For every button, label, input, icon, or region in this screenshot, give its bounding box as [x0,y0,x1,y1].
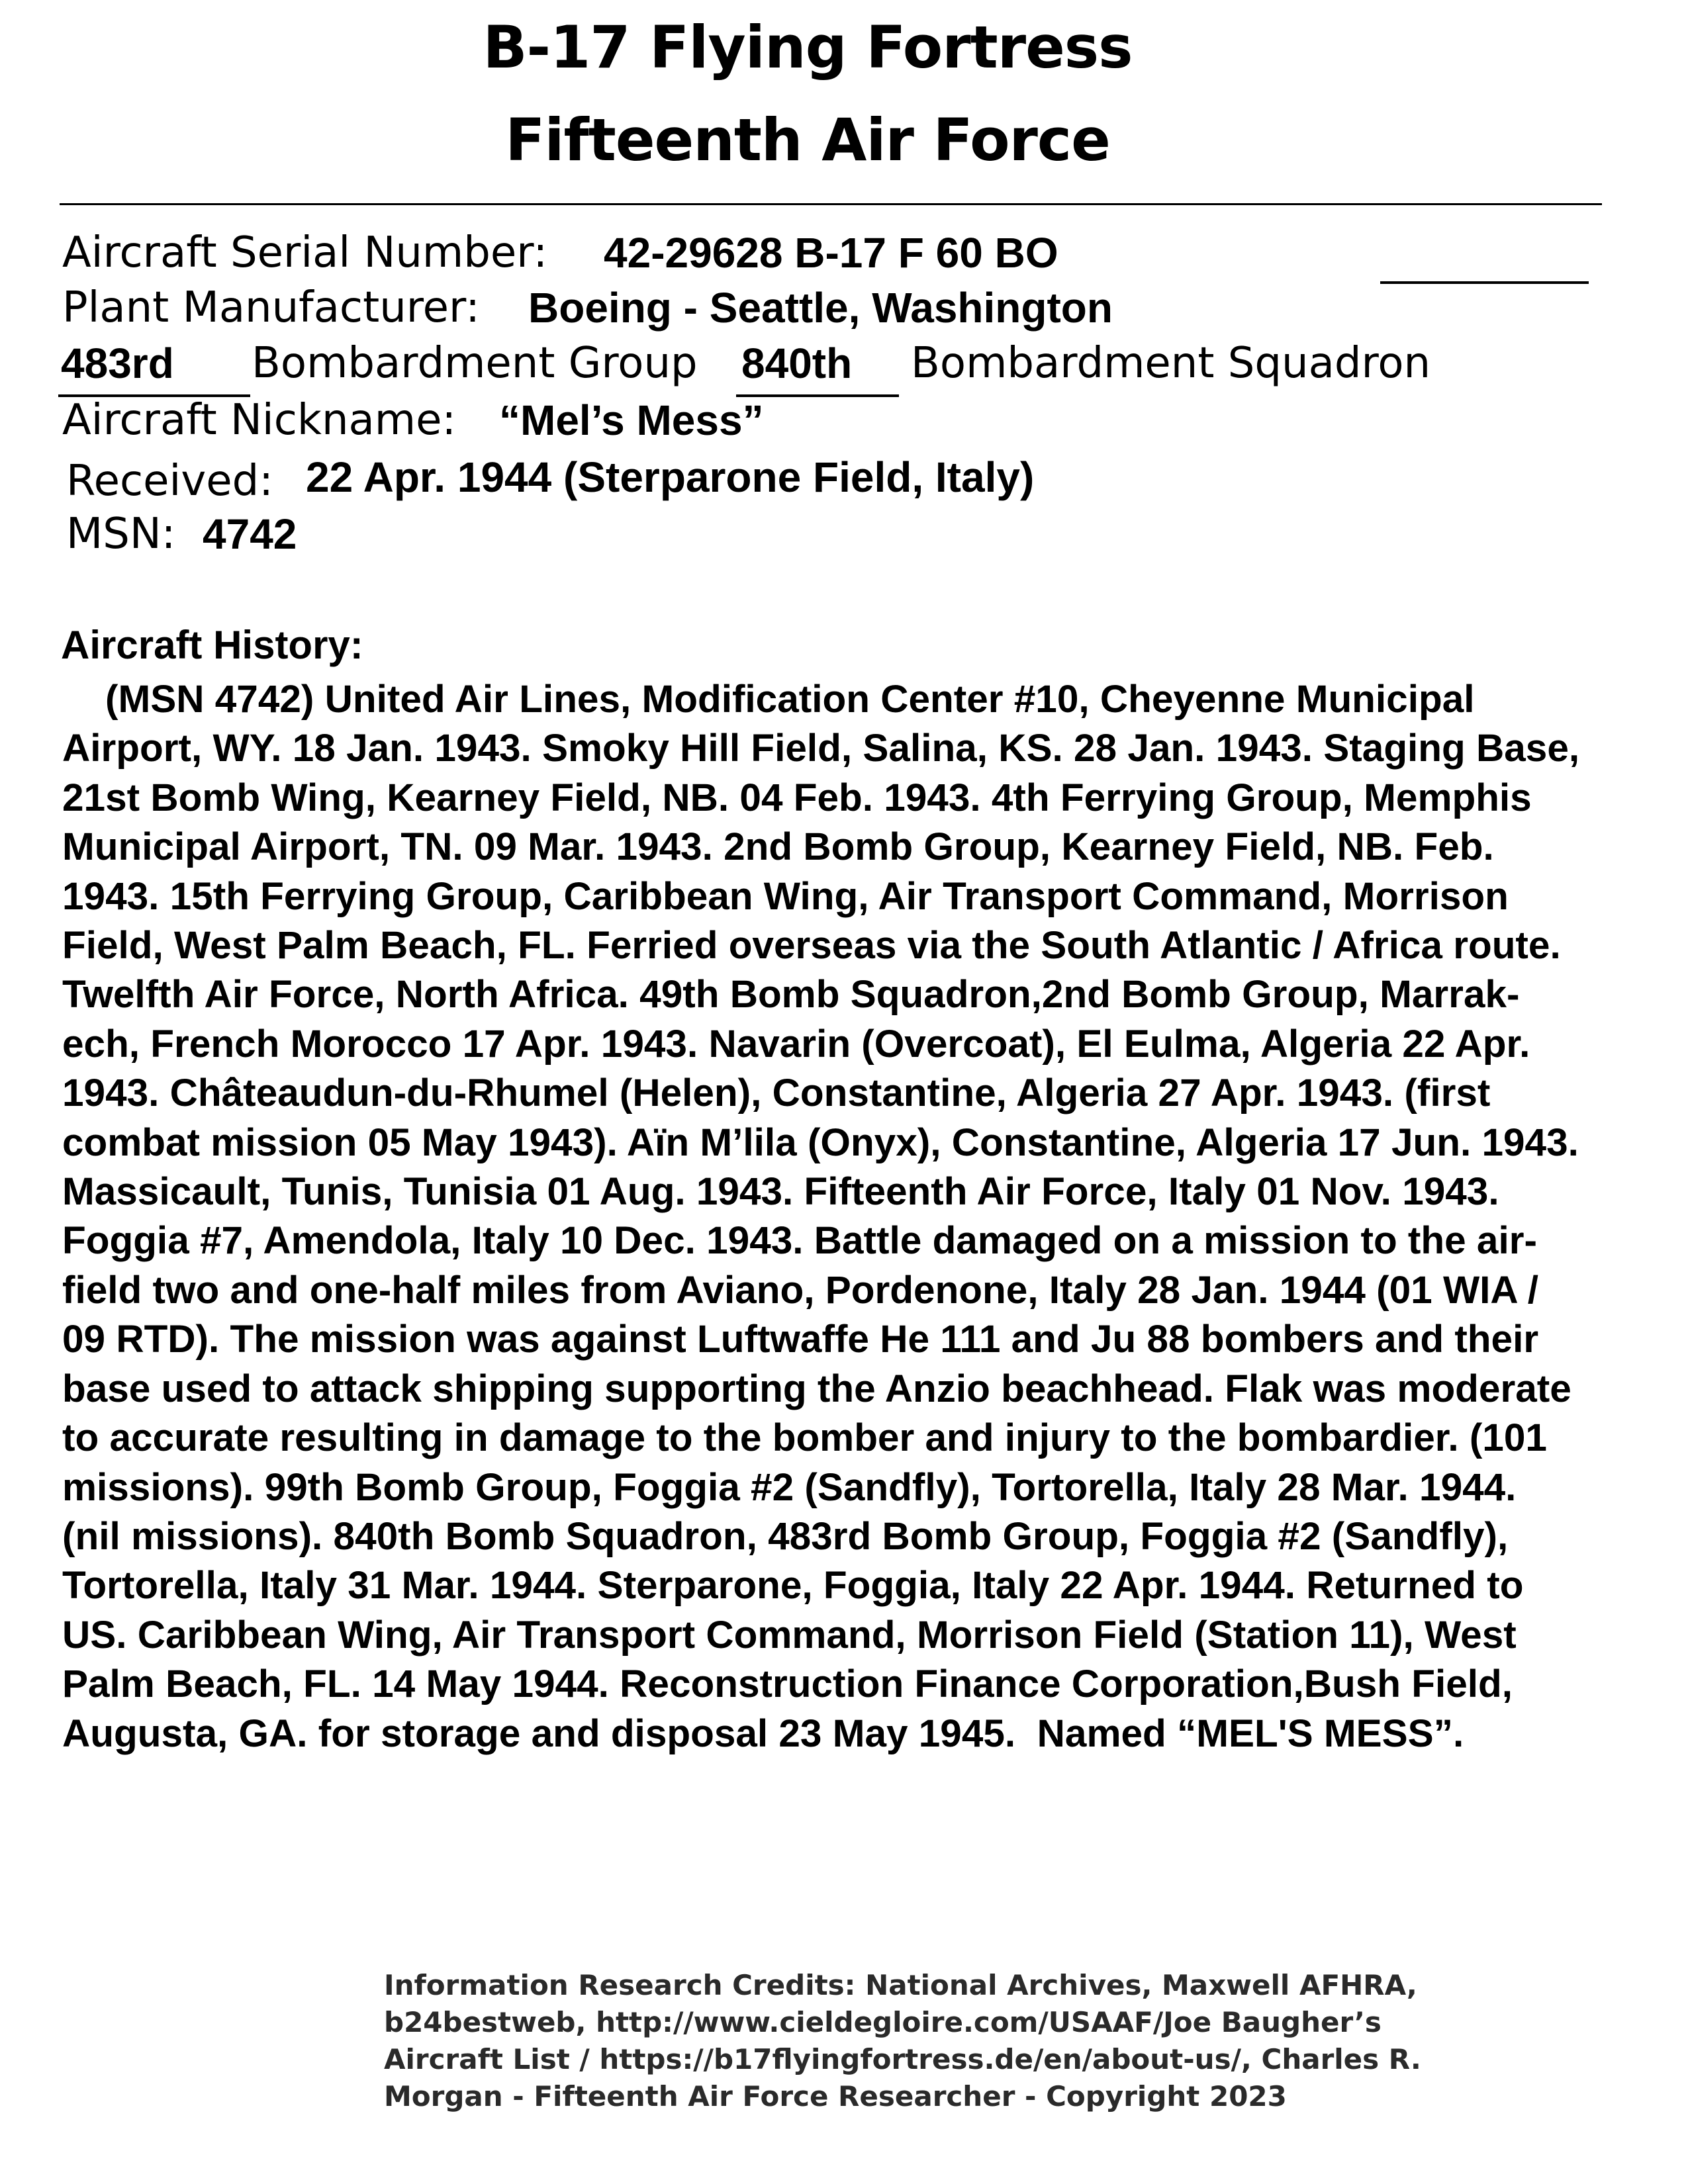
history-line: (nil missions). 840th Bomb Squadron, 483rd Bomb Group, Foggia #2 (Sandfly), [62,1514,1509,1558]
history-line: US. Caribbean Wing, Air Transport Command, Morrison Field (Station 11), West [62,1613,1517,1657]
history-line: Augusta, GA. for storage and disposal 23 May 1945. Named “MEL'S MESS”. [62,1711,1464,1755]
history-line: 09 RTD). The mission was against Luftwaffe He 111 and Ju 88 bombers and their [62,1318,1539,1361]
history-line: Foggia #7, Amendola, Italy 10 Dec. 1943. Battle damaged on a mission to the air- [62,1219,1537,1263]
history-heading: Aircraft History: [61,623,363,667]
nickname-value: “Mel’s Mess” [499,396,764,444]
credits-line: b24bestweb, http://www.cieldegloire.com/USAAF/Joe Baugher’s [384,2006,1382,2038]
serial-number-label: Aircraft Serial Number: [62,228,547,277]
history-line: 1943. Châteaudun-du-Rhumel (Helen), Constantine, Algeria 27 Apr. 1943. (first [62,1071,1491,1115]
serial-number-value: 42-29628 B-17 F 60 BO [604,229,1058,277]
page-title-line-2: Fifteenth Air Force [505,106,1110,174]
group-label: Bombardment Group [252,339,698,388]
history-line: base used to attack shipping supporting the Anzio beachhead. Flak was moderate [62,1367,1571,1410]
history-line: Airport, WY. 18 Jan. 1943. Smoky Hill Field, Salina, KS. 28 Jan. 1943. Staging Base, [62,727,1580,770]
history-line: Municipal Airport, TN. 09 Mar. 1943. 2nd Bomb Group, Kearney Field, NB. Feb. [62,825,1494,869]
page-title-line-1: B-17 Flying Fortress [483,13,1133,81]
history-line: 21st Bomb Wing, Kearney Field, NB. 04 Feb. 1943. 4th Ferrying Group, Memphis [62,776,1532,819]
credits-line: Information Research Credits: National Archives, Maxwell AFHRA, [384,1969,1417,2001]
received-label: Received: [66,457,273,506]
nickname-label: Aircraft Nickname: [62,396,456,445]
serial-number-blank-line [1380,228,1589,284]
group-value: 483rd [61,340,174,387]
credits-line: Aircraft List / https://b17flyingfortress.de/en/about-us/, Charles R. [384,2043,1421,2075]
credits-block [384,1967,1421,2115]
received-value: 22 Apr. 1944 (Sterparone Field, Italy) [306,453,1035,501]
history-line: ech, French Morocco 17 Apr. 1943. Navarin (Overcoat), El Eulma, Algeria 22 Apr. [62,1022,1530,1066]
history-line: Twelfth Air Force, North Africa. 49th Bomb Squadron,2nd Bomb Group, Marrak- [62,973,1520,1017]
manufacturer-label: Plant Manufacturer: [62,283,480,332]
credits-line: Morgan - Fifteenth Air Force Researcher - Copyright 2023 [384,2080,1287,2113]
history-line: Field, West Palm Beach, FL. Ferried overseas via the South Atlantic / Africa route. [62,924,1561,968]
title-divider [60,203,1602,205]
msn-value: 4742 [203,510,297,558]
history-line: Tortorella, Italy 31 Mar. 1944. Sterparone, Foggia, Italy 22 Apr. 1944. Returned to [62,1564,1524,1608]
history-line: (MSN 4742) United Air Lines, Modification Center #10, Cheyenne Municipal [62,678,1475,721]
manufacturer-value: Boeing - Seattle, Washington [528,284,1113,332]
history-line: missions). 99th Bomb Group, Foggia #2 (Sandfly), Tortorella, Italy 28 Mar. 1944. [62,1465,1517,1509]
history-line: combat mission 05 May 1943). Aïn M’lila (Onyx), Constantine, Algeria 17 Jun. 1943. [62,1120,1579,1164]
history-line: Massicault, Tunis, Tunisia 01 Aug. 1943. Fifteenth Air Force, Italy 01 Nov. 1943. [62,1170,1499,1214]
history-text [62,675,1688,1758]
history-line: to accurate resulting in damage to the bomber and injury to the bombardier. (101 [62,1416,1547,1460]
squadron-label: Bombardment Squadron [911,339,1431,388]
history-line: field two and one-half miles from Aviano, Pordenone, Italy 28 Jan. 1944 (01 WIA / [62,1268,1538,1312]
squadron-value: 840th [741,340,853,387]
history-line: 1943. 15th Ferrying Group, Caribbean Wing, Air Transport Command, Morrison [62,874,1509,918]
history-line: Palm Beach, FL. 14 May 1944. Reconstruction Finance Corporation,Bush Field, [62,1662,1513,1706]
msn-label: MSN: [66,510,176,559]
